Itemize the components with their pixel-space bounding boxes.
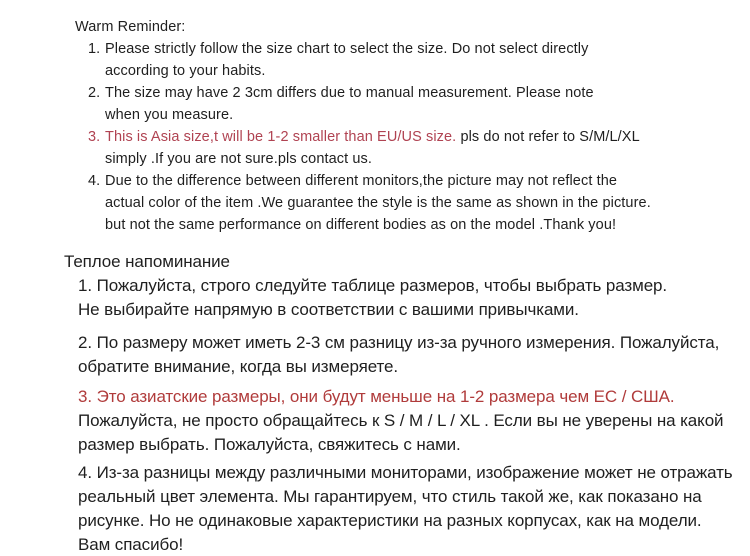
ru-item-4-line-4: Вам спасибо! [78,535,184,554]
en-item-3 [75,126,725,170]
ru-item-4-line-1: 4. Из-за разницы между различными мониторами, изображение может не отражать [78,463,733,482]
ru-item-1-line-1: 1. Пожалуйста, строго следуйте таблице размеров, чтобы выбрать размер. [78,276,668,295]
russian-reminder-section [64,249,734,556]
en-item-2 [75,82,725,126]
en-item-2-text-1: The size may have 2 3cm differs due to manual measurement. Please note [105,85,594,101]
en-item-4-line-2: actual color of the item .We guarantee the style is the same as shown in the picture. [105,195,651,211]
en-item-4 [75,170,725,236]
en-item-3-line-2: simply .If you are not sure.pls contact us. [105,151,373,167]
en-item-4-line-1 [88,170,725,192]
en-item-2-number: 2. [88,85,101,101]
ru-item-3-line-2: Пожалуйста, не просто обращайтесь к S / M / L / XL . Если вы не уверены на какой [78,411,724,430]
ru-item-3-line-3: размер выбрать. Пожалуйста, свяжитесь с нами. [78,435,461,454]
en-item-2-line-2: when you measure. [105,107,234,123]
en-item-4-text-1: Due to the difference between different monitors,the picture may not reflect the [105,173,618,189]
en-item-3-black-text: pls do not refer to S/M/L/XL [456,129,640,145]
ru-item-3 [78,385,734,457]
english-reminder-title: Warm Reminder: [75,19,186,35]
en-item-3-red-text: This is Asia size,t will be 1-2 smaller than EU/US size. [105,129,457,145]
ru-item-4-line-2: реальный цвет элемента. Мы гарантируем, что стиль такой же, как показано на [78,487,702,506]
en-item-1 [75,38,725,82]
ru-item-1-line-2: Не выбирайте напрямую в соответствии с вашими привычками. [78,300,579,319]
en-item-4-number: 4. [88,173,101,189]
russian-reminder-title: Теплое напоминание [64,252,230,271]
en-item-3-line-1 [88,126,725,148]
en-item-4-line-3: but not the same performance on different bodies as on the model .Thank you! [105,217,617,233]
en-item-2-line-1 [88,82,725,104]
ru-item-2-line-1: 2. По размеру может иметь 2-3 см разницу из-за ручного измерения. Пожалуйста, [78,333,720,352]
ru-item-3-red-line: 3. Это азиатские размеры, они будут меньше на 1-2 размера чем ЕС / США. [78,387,675,406]
ru-item-1 [78,274,734,322]
en-item-1-line-2: according to your habits. [105,63,266,79]
en-item-3-number: 3. [88,129,101,145]
ru-item-4 [78,461,734,556]
english-reminder-section [75,16,725,236]
ru-item-2 [78,331,734,379]
en-item-1-line-1 [88,38,725,60]
en-item-1-text-1: Please strictly follow the size chart to select the size. Do not select directly [105,41,589,57]
ru-item-2-line-2: обратите внимание, когда вы измеряете. [78,357,398,376]
en-item-1-number: 1. [88,41,101,57]
ru-item-4-line-3: рисунке. Но не одинаковые характеристики на разных корпусах, как на модели. [78,511,702,530]
